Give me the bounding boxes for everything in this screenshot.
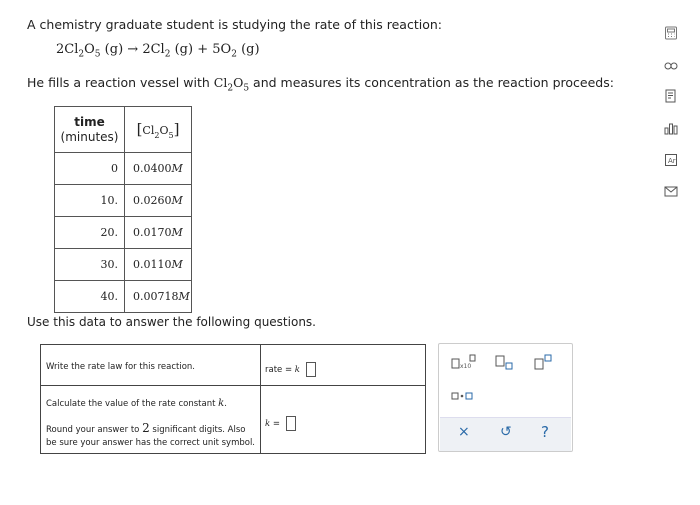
rate-constant-k: k: [218, 398, 225, 409]
product2-o: O: [220, 42, 232, 57]
conc-cell: [125, 249, 192, 281]
conc-value: 0.0110: [133, 258, 172, 271]
time-column-header: [55, 107, 125, 153]
conc-value: 0.00718: [133, 290, 179, 303]
rate-constant-prompt: [46, 398, 227, 409]
rounding-instruction: [46, 422, 258, 450]
product1-sub: 2: [164, 49, 171, 60]
calculator-icon[interactable]: [663, 26, 679, 40]
fills-post: and measures its concentration as the reaction proceeds:: [253, 75, 614, 90]
conc-unit: M: [171, 162, 183, 175]
rate-constant-period: .: [224, 399, 227, 409]
rate-k: k: [294, 365, 300, 375]
concentration-column-header: [125, 107, 192, 153]
fills-chem-cl: Cl: [213, 75, 228, 90]
reactant-sub1: 2: [78, 49, 85, 60]
conc-cell: [125, 217, 192, 249]
conc-unit: M: [171, 226, 183, 239]
answer-panel: [40, 344, 426, 454]
superscript-icon: [534, 354, 554, 370]
rate-equals: =: [284, 365, 293, 375]
conc-cl: Cl: [142, 123, 155, 137]
clear-button[interactable]: ×: [458, 424, 470, 440]
rounding-digits: 2: [142, 421, 150, 435]
conc-cell: [125, 153, 192, 185]
use-data-instruction: Use this data to answer the following questions.: [27, 315, 316, 329]
time-cell: 10.: [55, 185, 125, 217]
reaction-arrow: →: [127, 42, 139, 57]
subscript-icon: [495, 354, 515, 370]
question-fills-sentence: [27, 75, 614, 94]
sci-notation-icon: [451, 354, 477, 370]
fills-chem-sub2: 5: [243, 83, 250, 94]
periodic-table-icon[interactable]: [663, 153, 679, 167]
chart-icon-svg: [664, 121, 678, 135]
table-row: [55, 281, 192, 313]
reactant-sub2: 5: [94, 49, 101, 60]
undo-button[interactable]: ↺: [500, 424, 512, 440]
time-cell: 0: [55, 153, 125, 185]
svg-text:Ar: Ar: [668, 157, 676, 165]
rate-law-answer: [265, 362, 316, 377]
glasses-icon[interactable]: [663, 58, 679, 72]
table-row: [55, 153, 192, 185]
periodic-table-icon-svg: [664, 153, 678, 167]
scientific-notation-button[interactable]: [451, 354, 477, 373]
rounding-post: significant digits. Also be sure your answer has the correct unit symbol.: [46, 425, 256, 448]
rate-constant-prompt-text: Calculate the value of the rate constant: [46, 399, 216, 409]
conc-unit: M: [171, 258, 183, 271]
time-cell: 40.: [55, 281, 125, 313]
rate-law-prompt: Write the rate law for this reaction.: [46, 362, 195, 372]
subscript-button[interactable]: [495, 354, 515, 373]
table-row: [55, 185, 192, 217]
table-header-row: [55, 107, 192, 153]
rounding-pre: Round your answer to: [46, 425, 140, 435]
k-label: k: [265, 419, 271, 429]
concentration-table: [54, 106, 192, 313]
question-intro: A chemistry graduate student is studying the rate of this reaction:: [27, 17, 442, 32]
help-button[interactable]: ?: [541, 423, 549, 441]
conc-sub1: 2: [154, 130, 160, 140]
conc-cell: [125, 281, 192, 313]
reactant-coefficient: 2: [56, 42, 65, 57]
notes-icon[interactable]: [663, 89, 679, 103]
conc-unit: M: [178, 290, 190, 303]
reactant-cl: Cl: [64, 42, 79, 57]
product1-cl: Cl: [150, 42, 165, 57]
reactant-phase: (g): [104, 42, 124, 57]
fills-chem-o: O: [233, 75, 244, 90]
product2-sub: 2: [231, 49, 237, 60]
math-toolbar: [438, 343, 573, 452]
product1-coefficient: 2: [142, 42, 151, 57]
conc-bracket-close: ]: [173, 119, 180, 138]
k-equals: =: [272, 419, 280, 429]
svg-text:x10: x10: [460, 363, 472, 370]
fills-chem: [213, 75, 250, 94]
multiply-dot-button[interactable]: [451, 390, 473, 404]
superscript-button[interactable]: [534, 354, 554, 373]
answer-column-divider: [260, 345, 261, 453]
conc-sub2: 5: [168, 130, 174, 140]
rate-law-input[interactable]: [306, 362, 316, 377]
mail-icon[interactable]: [663, 184, 679, 198]
notes-icon-svg: [664, 89, 678, 103]
product2-coefficient: 5: [212, 42, 221, 57]
table-row: [55, 217, 192, 249]
rate-constant-answer: [265, 416, 296, 431]
mail-icon-svg: [664, 184, 678, 198]
glasses-icon-svg: [664, 58, 678, 72]
conc-cell: [125, 185, 192, 217]
time-cell: 30.: [55, 249, 125, 281]
calculator-icon-svg: [664, 26, 678, 40]
conc-bracket-open: [: [136, 119, 143, 138]
table-row: [55, 249, 192, 281]
fills-pre: He fills a reaction vessel with: [27, 75, 210, 90]
reaction-equation: [56, 42, 260, 60]
conc-unit: M: [171, 194, 183, 207]
chart-icon[interactable]: [663, 121, 679, 135]
conc-value: 0.0170: [133, 226, 172, 239]
rate-label: rate: [265, 365, 283, 375]
conc-value: 0.0260: [133, 194, 172, 207]
multiply-dot-icon: [451, 391, 473, 401]
product2-phase: (g): [241, 42, 260, 57]
fills-chem-sub1: 2: [227, 83, 234, 94]
time-cell: 20.: [55, 217, 125, 249]
product1-phase: (g): [174, 42, 194, 57]
reaction-plus: +: [197, 42, 209, 57]
conc-o: O: [159, 123, 169, 137]
reactant-o: O: [84, 42, 95, 57]
time-header-unit: (minutes): [60, 129, 119, 144]
time-header-title: time: [74, 114, 105, 129]
conc-value: 0.0400: [133, 162, 172, 175]
rate-constant-input[interactable]: [286, 416, 296, 431]
